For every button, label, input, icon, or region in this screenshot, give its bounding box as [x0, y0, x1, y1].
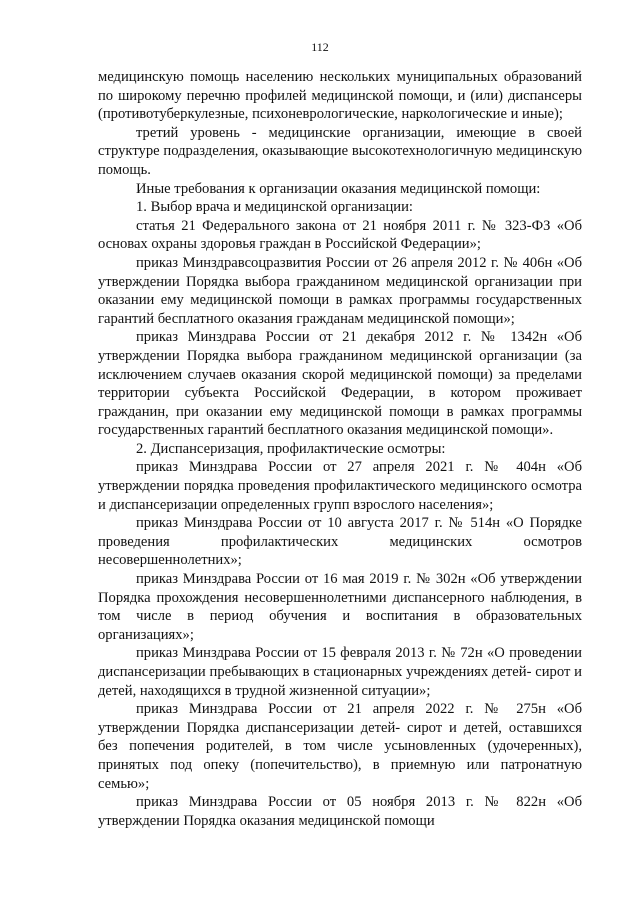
paragraph: приказ Минздрава России от 27 апреля 2021 г. № 404н «Об утверждении порядка проведения профилактического медицинского осмотра и диспансеризации определенных групп взрослого населения»;: [98, 459, 582, 513]
paragraph: приказ Минздрава России от 10 августа 2017 г. № 514н «О Порядке проведения профилактических медицинских осмотров несовершеннолетних»;: [98, 515, 582, 569]
paragraph: приказ Минздрава России от 15 февраля 2013 г. № 72н «О проведении диспансеризации пребывающих в стационарных учреждениях детей- сирот и детей, находящихся в трудной жизненной ситуации»;: [98, 645, 582, 699]
paragraph: третий уровень - медицинские организации, имеющие в своей структуре подразделения, оказывающие высокотехнологичную медицинскую помощь.: [98, 124, 582, 178]
paragraph: приказ Минздравсоцразвития России от 26 апреля 2012 г. № 406н «Об утверждении Порядка выбора гражданином медицинской организации при оказании ему медицинской помощи в рамках программы государственных гарантий бесплатного оказания гражданам медицинской помощи»;: [98, 254, 582, 327]
paragraph: приказ Минздрава России от 21 апреля 2022 г. № 275н «Об утверждении Порядка диспансеризации детей- сирот и детей, оставшихся без попечения родителей, в том числе усыновленных (удочеренных), принятых под опеку (попечительство), в приемную или патронатную семью»;: [98, 701, 582, 792]
paragraph: Иные требования к организации оказания медицинской помощи:: [136, 180, 541, 197]
paragraph: приказ Минздрава России от 05 ноября 2013 г. № 822н «Об утверждении Порядка оказания медицинской помощи: [98, 794, 582, 829]
page-number: 112: [311, 40, 329, 54]
paragraph: 1. Выбор врача и медицинской организации:: [136, 199, 413, 216]
paragraph: приказ Минздрава России от 16 мая 2019 г. № 302н «Об утверждении Порядка прохождения несовершеннолетними диспансерного наблюдения, в том числе в период обучения и воспитания в образовательных организациях»;: [98, 571, 582, 643]
document-body: [98, 68, 582, 830]
paragraph: приказ Минздрава России от 21 декабря 2012 г. № 1342н «Об утверждении Порядка выбора гражданином медицинской организации (за исключением случаев оказания скорой медицинской помощи) за пределами территории субъекта Российской Федерации, в котором проживает гражданин, при оказании ему медицинской помощи в рамках программы государственных гарантий бесплатного оказания медицинской помощи».: [98, 329, 582, 439]
paragraph: статья 21 Федерального закона от 21 ноября 2011 г. № 323-ФЗ «Об основах охраны здоровья граждан в Российской Федерации»;: [98, 217, 582, 253]
paragraph: 2. Диспансеризация, профилактические осмотры:: [136, 440, 446, 457]
paragraph: медицинскую помощь населению нескольких муниципальных образований по широкому перечню профилей медицинской помощи, и (или) диспансеры (противотуберкулезные, психоневрологические, наркологические и иные);: [98, 69, 582, 123]
